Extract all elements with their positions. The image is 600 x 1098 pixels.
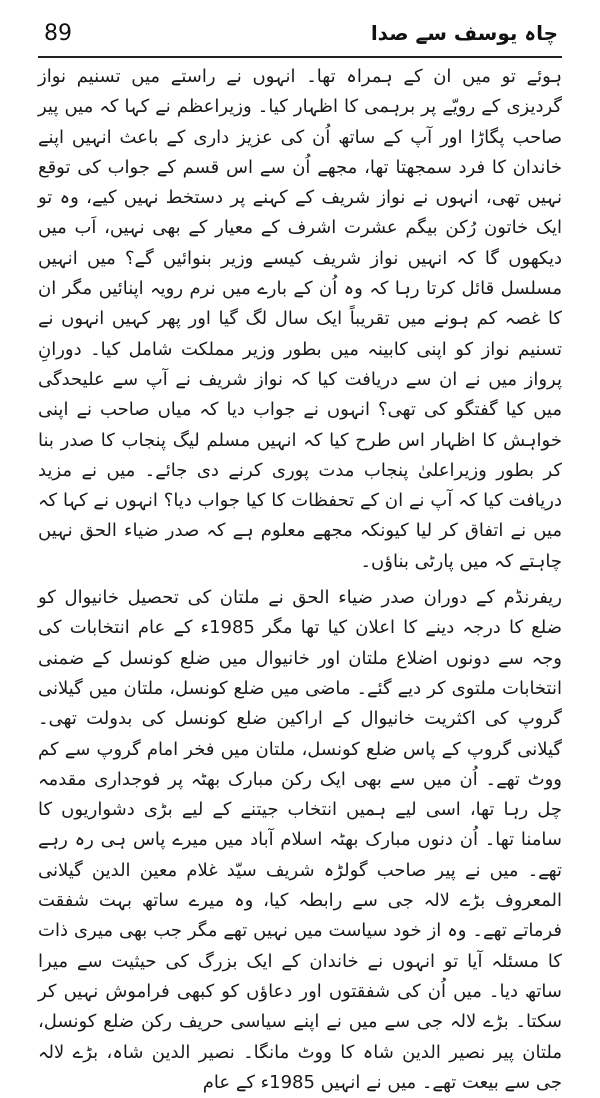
- page-number: 89: [44, 21, 72, 46]
- body-text: [38, 62, 562, 1098]
- paragraph-1: ہوئے تو میں ان کے ہمراہ تھا۔ انہوں نے راستے میں تسنیم نواز گردیزی کے رویّے پر برہمی کا اظہار کیا۔ وزیراعظم نے کہا کہ میں پیر صاحب پگاڑا اور آپ کے ساتھ اُن کی عزیز داری کے باعث انہیں اپنے خاندان کا فرد سمجھتا تھا، مجھے اُن سے اس قسم کے جواب کی توقع نہیں تھی، انہوں نے نواز شریف کے کہنے پر دستخط نہیں کیے، وہ تو ایک خاتون رُکن بیگم عشرت اشرف کے معیار کے بھی نہیں، اَب میں دیکھوں گا کہ انہیں نواز شریف کیسے وزیر بنوائیں گے؟ میں انہیں مسلسل قائل کرتا رہا کہ وہ اُن کے بارے میں نرم رویہ اپنائیں مگر ان کا غصہ کم ہونے میں تقریباً ایک سال لگ گیا اور پھر کہیں انہوں نے تسنیم نواز کو اپنی کابینہ میں بطور وزیر مملکت شامل کیا۔ دورانِ پرواز میں نے ان سے دریافت کیا کہ نواز شریف نے آپ سے علیحدگی میں کیا گفتگو کی تھی؟ انہوں نے جواب دیا کہ میاں صاحب نے اپنی خواہش کا اظہار اس طرح کیا کہ انہیں مسلم لیگ پنجاب کا صدر بنا کر بطور وزیراعلیٰ پنجاب مدت پوری کرنے دی جائے۔ میں نے مزید دریافت کیا کہ آپ نے ان کے تحفظات کا کیا جواب دیا؟ انہوں نے کہا کہ میں نے اتفاق کر لیا کیونکہ مجھے معلوم ہے کہ صدر ضیاء الحق نہیں چاہتے کہ میں پارٹی بناؤں۔: [38, 66, 562, 572]
- paragraph-2: ریفرنڈم کے دوران صدر ضیاء الحق نے ملتان کی تحصیل خانیوال کو ضلع کا درجہ دینے کا اعلان کیا تھا مگر 1985ء کے عام انتخابات کی وجہ سے دونوں اضلاع ملتان اور خانیوال میں ضلع کونسل کے ضمنی انتخابات ملتوی کر دیے گئے۔ ماضی میں ضلع کونسل، ملتان میں گیلانی گروپ کی اکثریت خانیوال کے اراکین ضلع کونسل کی بدولت تھی۔ گیلانی گروپ کے پاس ضلع کونسل، ملتان میں فخر امام گروپ سے کم ووٹ تھے۔ اُن میں سے بھی ایک رکن مبارک بھٹہ پر فوجداری مقدمہ چل رہا تھا، اسی لیے ہمیں انتخاب جیتنے کے لیے بڑی دشواریوں کا سامنا تھا۔ اُن دنوں مبارک بھٹہ اسلام آباد میں میرے پاس ہی رہ رہے تھے۔ میں نے پیر صاحب گولڑہ شریف سیّد غلام معین الدین گیلانی المعروف بڑے لالہ جی سے رابطہ کیا، وہ میرے ساتھ بہت شفقت فرماتے تھے۔ وہ از خود سیاست میں نہیں تھے مگر جب بھی میری ذات کا مسئلہ آیا تو انہوں نے خاندان کے ایک بزرگ کی حیثیت سے میرا ساتھ دیا۔ میں اُن کی شفقتوں اور دعاؤں کو کبھی فراموش نہیں کر سکتا۔ بڑے لالہ جی سے میں نے اپنے سیاسی حریف رکن ضلع کونسل، ملتان پیر نصیر الدین شاہ کا ووٹ مانگا۔ نصیر الدین شاہ، بڑے لالہ جی سے بیعت تھے۔ میں نے انہیں 1985ء کے عام: [38, 587, 562, 1093]
- running-title: چاہ یوسف سے صدا: [370, 21, 558, 45]
- page-header: [38, 16, 562, 58]
